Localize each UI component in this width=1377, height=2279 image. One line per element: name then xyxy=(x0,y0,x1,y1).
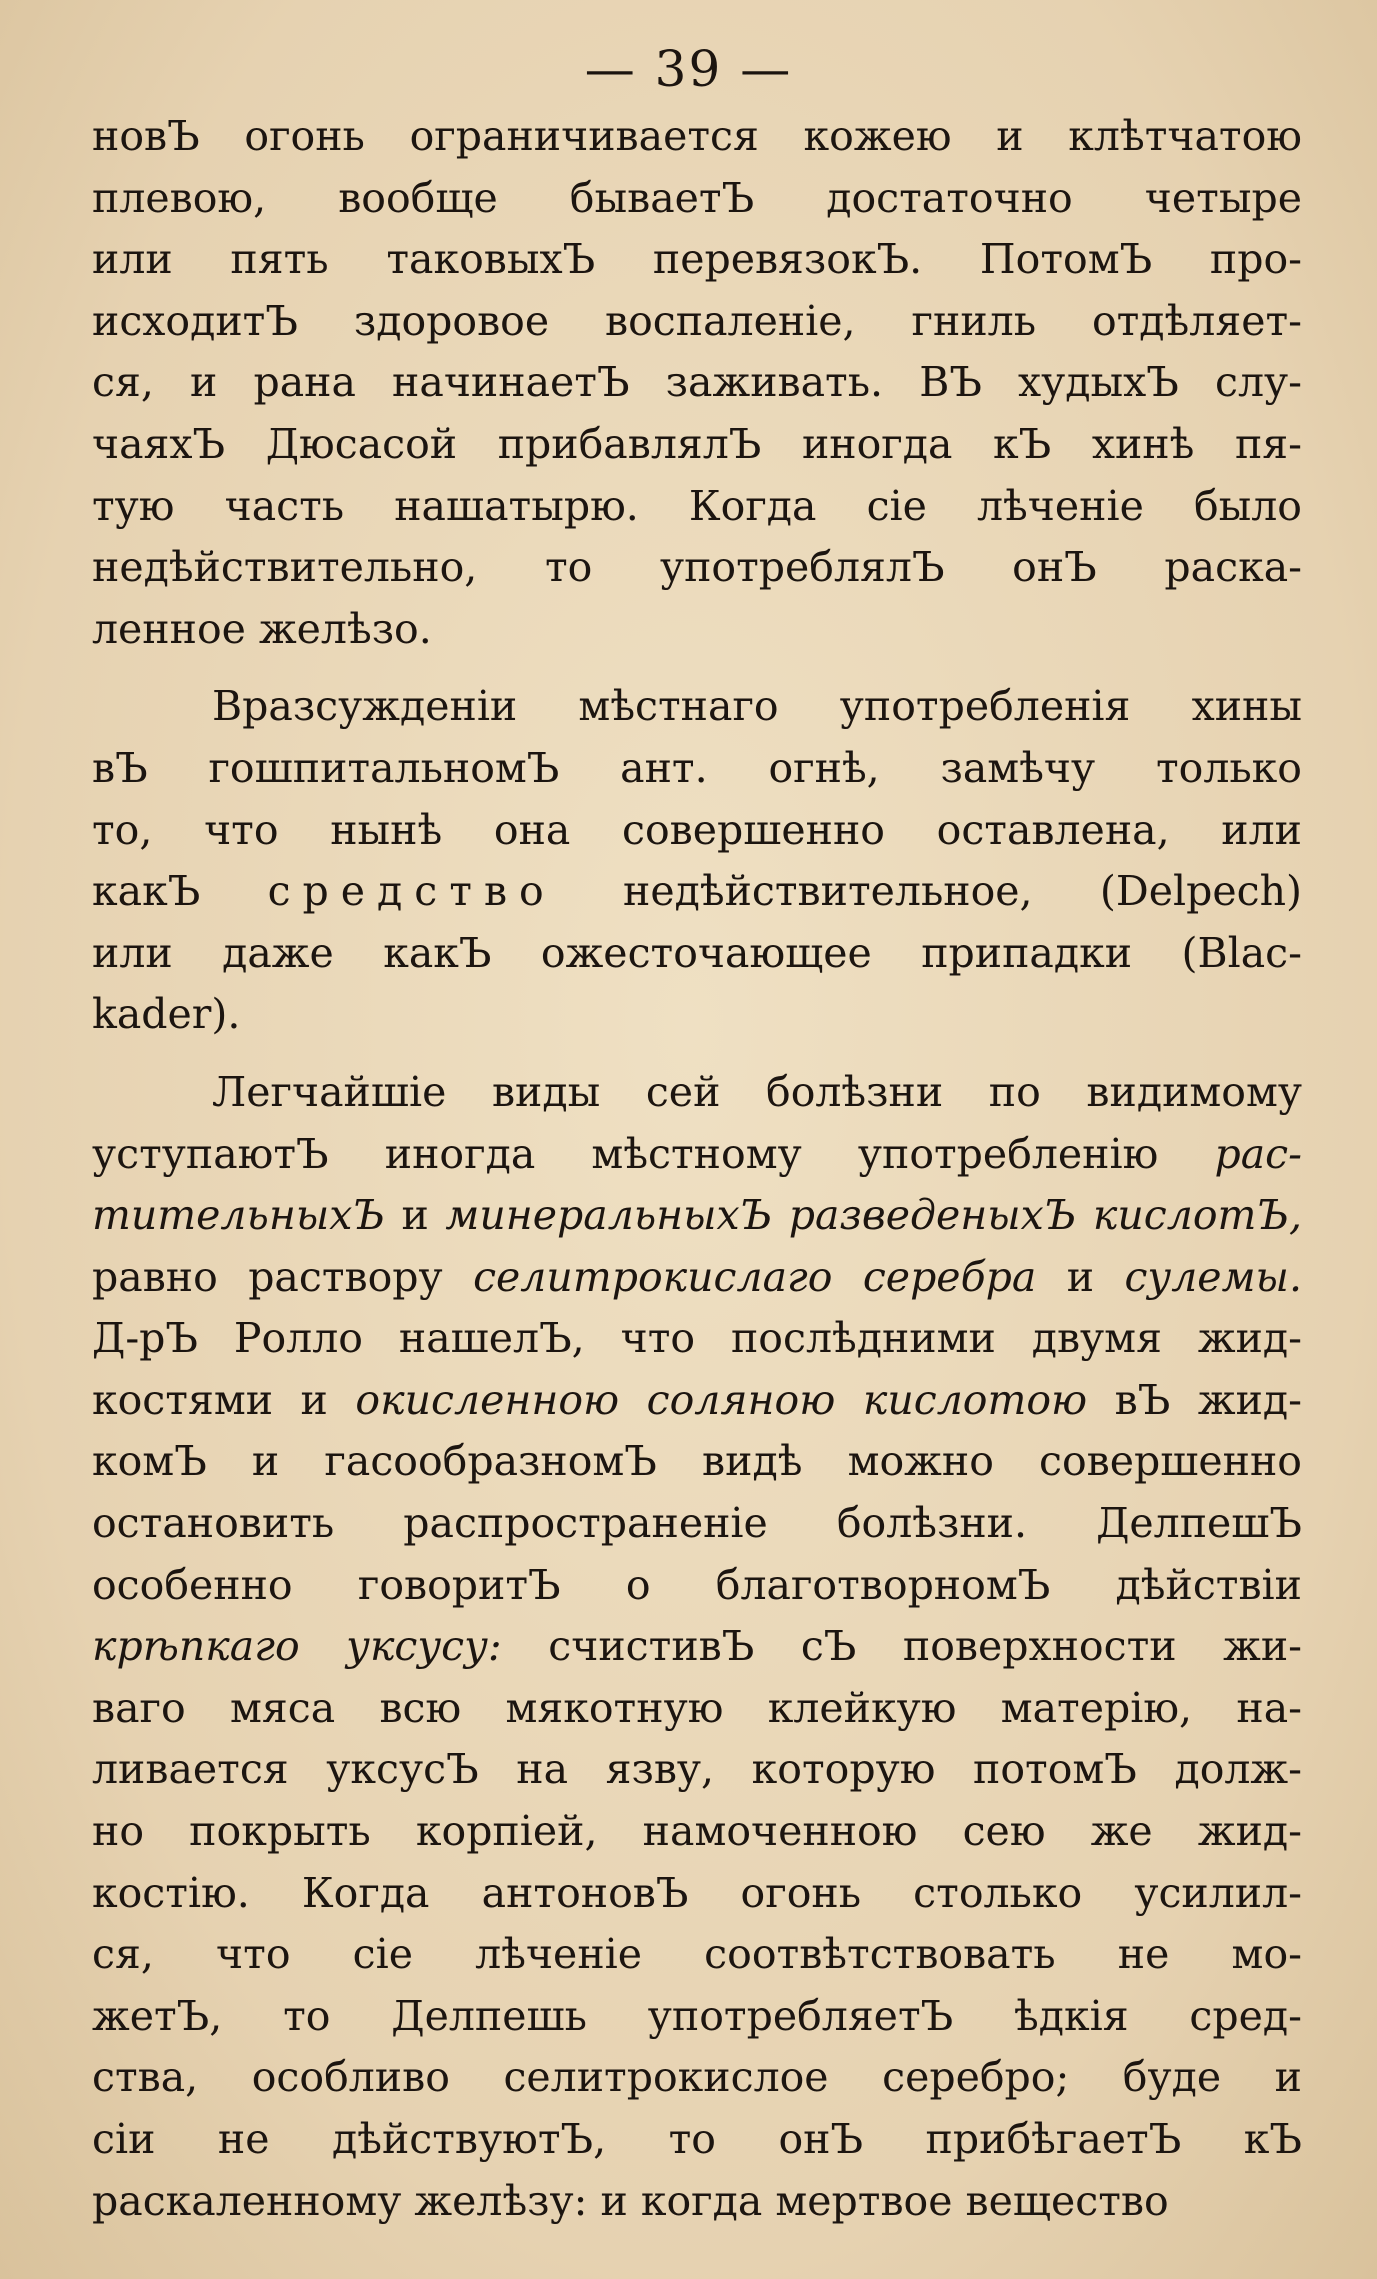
italic-run: минеральныхЪ разведеныхЪ кислотЪ, xyxy=(445,1191,1302,1240)
paragraph-gap xyxy=(92,660,1302,676)
text-run: какЪ xyxy=(92,867,268,916)
text-run: то, что нынѣ она совершенно оставлена, или xyxy=(92,805,1302,854)
text-line xyxy=(92,1986,1302,2048)
text-run: Легчайшіе виды сей болѣзни по видимому xyxy=(212,1067,1302,1116)
text-line xyxy=(92,2109,1302,2171)
text-run: счистивЪ сЪ поверхности жи- xyxy=(501,1622,1303,1671)
body-text xyxy=(92,106,1302,2232)
text-line xyxy=(92,1124,1302,1186)
text-run: новЪ огонь ограничивается кожею и клѣтчатою xyxy=(92,112,1302,160)
text-line xyxy=(92,2047,1302,2109)
text-run: особенно говоритЪ о благотворномЪ дѣйствіи xyxy=(92,1560,1302,1609)
text-run: Д-рЪ Ролло нашелЪ, что послѣдними двумя жид- xyxy=(92,1314,1302,1363)
italic-run: окисленною соляною кислотою xyxy=(355,1375,1088,1424)
italic-run: крѣпкаго уксусу: xyxy=(92,1622,502,1671)
text-line xyxy=(92,106,1302,168)
text-run: ся, и рана начинаетЪ заживать. ВЪ худыхЪ слу- xyxy=(92,358,1302,407)
paragraph xyxy=(92,676,1302,1046)
text-run: чаяхЪ Дюсасой прибавлялЪ иногда кЪ хинѣ пя- xyxy=(92,419,1302,468)
text-run: ваго мяса всю мякотную клейкую матерію, на- xyxy=(92,1683,1302,1732)
text-run: остановить распространеніе болѣзни. ДелпешЪ xyxy=(92,1499,1302,1548)
text-line xyxy=(92,738,1302,800)
text-run: недѣйствительное, (Delpech) xyxy=(555,867,1302,916)
text-line xyxy=(92,599,1302,661)
text-run: плевою, вообще бываетЪ достаточно четыре xyxy=(92,173,1302,222)
text-run: и xyxy=(384,1191,446,1240)
text-run: ся, что сіе лѣченіе соотвѣтствовать не мо- xyxy=(92,1930,1302,1979)
text-line xyxy=(92,229,1302,291)
text-run: тую часть нашатырю. Когда сіе лѣченіе было xyxy=(92,481,1302,530)
text-line xyxy=(92,1062,1302,1124)
italic-run: сулемы. xyxy=(1124,1252,1302,1301)
text-line xyxy=(92,1493,1302,1555)
text-line xyxy=(92,291,1302,353)
text-line xyxy=(92,861,1302,923)
text-run: или пять таковыхЪ перевязокЪ. ПотомЪ про- xyxy=(92,235,1302,284)
text-run: равно раствору xyxy=(92,1252,474,1301)
text-line xyxy=(92,1185,1302,1247)
text-line xyxy=(92,984,1302,1046)
paragraph xyxy=(92,1062,1302,2232)
text-run: исходитЪ здоровое воспаленіе, гниль отдѣляет- xyxy=(92,296,1302,345)
text-run: недѣйствительно, то употреблялЪ онЪ раска- xyxy=(92,543,1302,592)
paragraph xyxy=(92,106,1302,660)
text-run: но покрыть корпіей, намоченною сею же жид- xyxy=(92,1807,1302,1856)
text-line xyxy=(92,800,1302,862)
text-line xyxy=(92,1863,1302,1925)
text-line xyxy=(92,2171,1302,2233)
text-line xyxy=(92,476,1302,538)
text-run: ства, особливо селитрокислое серебро; буде и xyxy=(92,2053,1302,2102)
text-run: комЪ и гасообразномЪ видѣ можно совершенно xyxy=(92,1437,1302,1486)
text-line xyxy=(92,537,1302,599)
text-line xyxy=(92,1247,1302,1309)
text-run: или даже какЪ ожесточающее припадки (Blac- xyxy=(92,928,1302,977)
text-run: ливается уксусЪ на язву, которую потомЪ долж- xyxy=(92,1745,1302,1794)
text-run: вЪ гошпитальномЪ ант. огнѣ, замѣчу только xyxy=(92,743,1302,792)
text-run: kader). xyxy=(92,990,241,1039)
page-number: — 39 — xyxy=(584,40,793,98)
text-line xyxy=(92,1555,1302,1617)
text-line xyxy=(92,923,1302,985)
text-line xyxy=(92,1431,1302,1493)
text-run: вЪ жид- xyxy=(1087,1375,1302,1424)
text-line xyxy=(92,352,1302,414)
text-run: костію. Когда антоновЪ огонь столько усилил- xyxy=(92,1868,1302,1917)
text-run: костями и xyxy=(92,1375,356,1424)
text-line xyxy=(92,676,1302,738)
italic-run: селитрокислаго серебра xyxy=(473,1252,1037,1301)
text-line xyxy=(92,1370,1302,1432)
text-run: сіи не дѣйствуютЪ, то онЪ прибѣгаетЪ кЪ xyxy=(92,2115,1302,2163)
text-line xyxy=(92,168,1302,230)
text-run: жетЪ, то Делпешь употребляетЪ ѣдкія сред- xyxy=(92,1991,1302,2040)
text-line xyxy=(92,1739,1302,1801)
text-line xyxy=(92,1308,1302,1370)
paragraph-gap xyxy=(92,1046,1302,1062)
spaced-run: средство xyxy=(267,867,556,916)
text-run: раскаленному желѣзу: и когда мертвое вещество xyxy=(92,2176,1169,2225)
text-line xyxy=(92,1801,1302,1863)
italic-run: рас- xyxy=(1214,1129,1302,1178)
text-line xyxy=(92,1924,1302,1986)
text-run: Вразсужденіи мѣстнаго употребленія хины xyxy=(212,682,1302,731)
text-run: уступаютЪ иногда мѣстному употребленію xyxy=(92,1129,1215,1178)
italic-run: тительныхЪ xyxy=(92,1191,385,1240)
text-line xyxy=(92,414,1302,476)
text-line xyxy=(92,1678,1302,1740)
text-line xyxy=(92,1616,1302,1678)
text-run: и xyxy=(1036,1252,1125,1301)
text-run: ленное желѣзо. xyxy=(92,604,432,653)
